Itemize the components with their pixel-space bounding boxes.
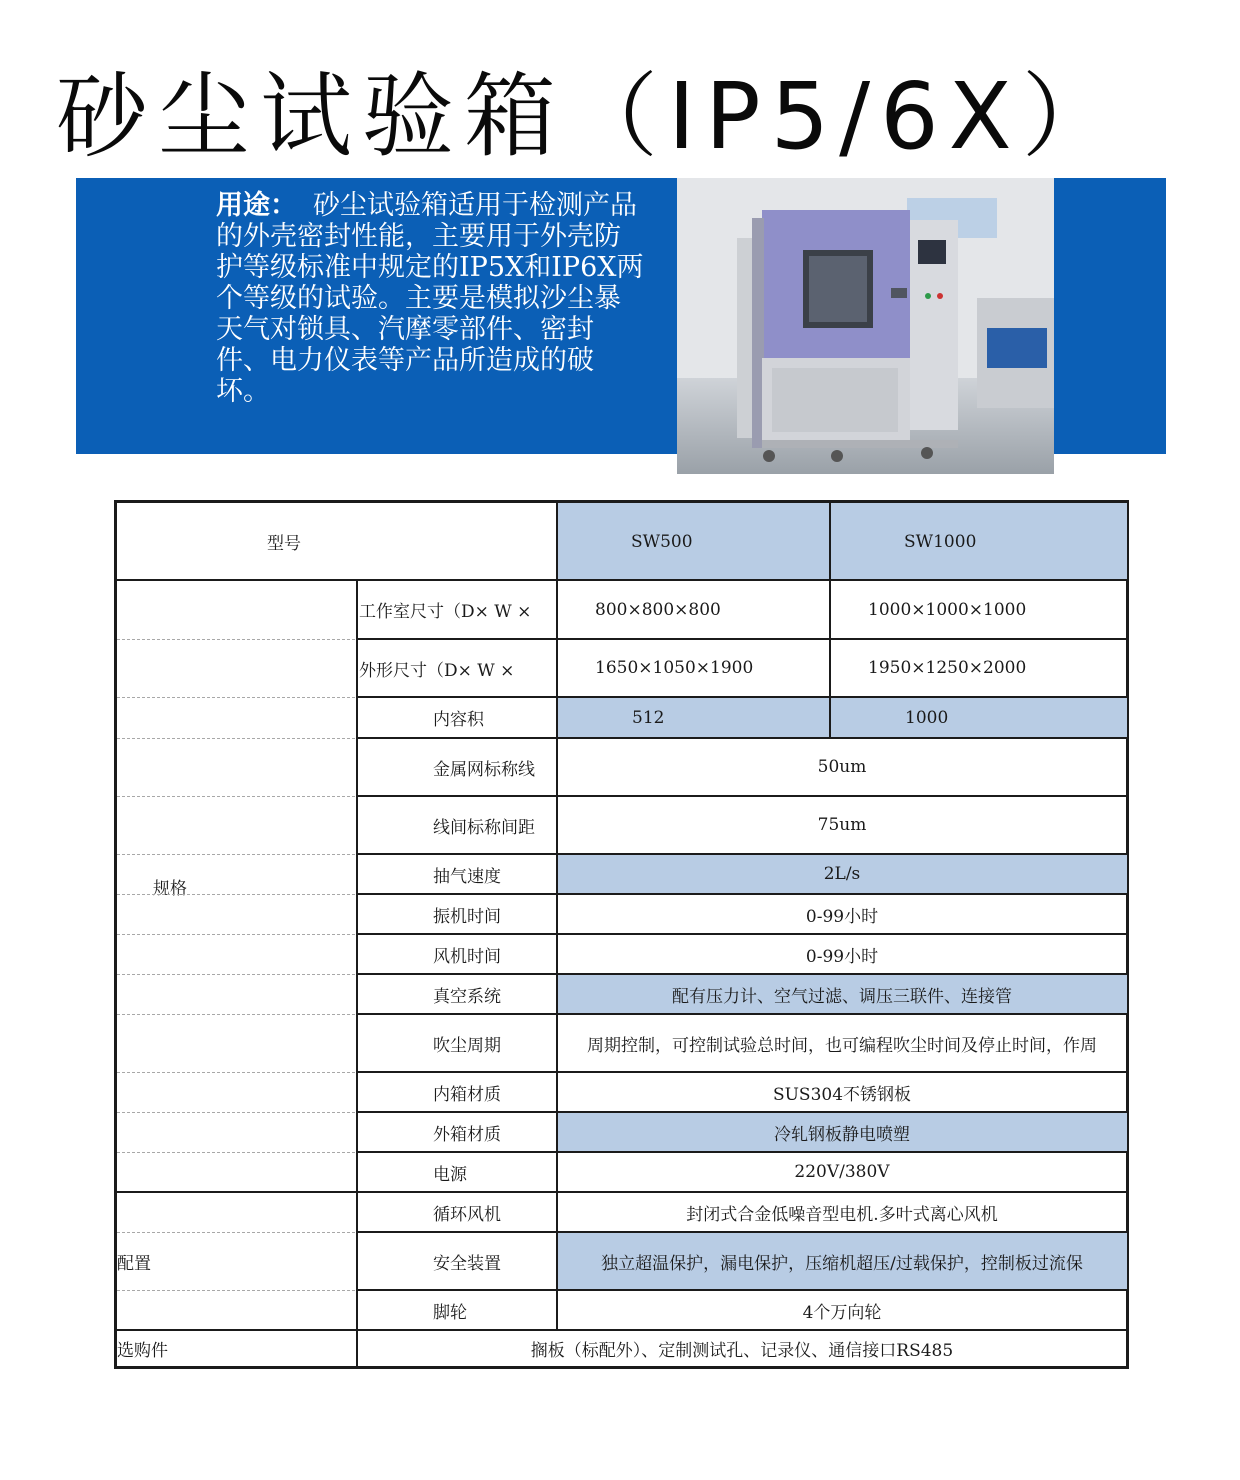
group-column-guide (117, 1152, 355, 1153)
spec-value: 0-99小时 (805, 906, 879, 927)
spec-label: 电源 (433, 1164, 467, 1185)
model-sw1000: SW1000 (904, 531, 977, 552)
table-rule (357, 893, 1127, 895)
group-spec: 规格 (153, 878, 187, 899)
spec-value: 220V/380V (794, 1162, 890, 1182)
spec-value: 75um (817, 815, 867, 835)
group-column-guide (117, 738, 355, 739)
table-rule (114, 1329, 1127, 1331)
table-rule (356, 580, 358, 1366)
group-config: 配置 (117, 1253, 151, 1274)
spec-label: 风机时间 (433, 946, 501, 967)
product-photo (677, 178, 1054, 474)
spec-label: 内容积 (433, 710, 484, 730)
table-rule (357, 1151, 1127, 1153)
group-column-guide (117, 974, 355, 975)
spec-value-sw1000: 1950×1250×2000 (868, 658, 1027, 678)
spec-label: 脚轮 (433, 1302, 467, 1323)
spec-value-sw500: 1650×1050×1900 (595, 658, 754, 678)
spec-label: 外箱材质 (433, 1124, 501, 1145)
model-sw500: SW500 (631, 531, 693, 552)
page-title: 砂尘试验箱（IP5/6X） (56, 63, 1124, 170)
spec-value: 独立超温保护，漏电保护，压缩机超压/过载保护，控制板过流保 (601, 1253, 1083, 1274)
spec-value: SUS304不锈钢板 (772, 1084, 912, 1105)
table-rule (357, 1013, 1127, 1015)
table-rule (357, 638, 1127, 640)
spec-label: 安全装置 (433, 1253, 501, 1274)
group-column-guide (117, 1014, 355, 1015)
group-column-guide (117, 639, 355, 640)
spec-value: 4个万向轮 (802, 1302, 882, 1323)
table-rule (357, 1111, 1127, 1113)
spec-label: 真空系统 (433, 986, 501, 1007)
group-column-guide (117, 894, 355, 895)
table-rule (357, 1071, 1127, 1073)
table-rule (357, 933, 1127, 935)
group-column-guide (117, 697, 355, 698)
table-rule (357, 973, 1127, 975)
table-rule (357, 853, 1127, 855)
spec-label: 内箱材质 (433, 1084, 501, 1105)
spec-value: 配有压力计、空气过滤、调压三联件、连接管 (672, 986, 1012, 1007)
spec-label: 振机时间 (433, 906, 501, 927)
table-rule (357, 696, 1127, 698)
table-rule (357, 1289, 1127, 1291)
spec-label: 线间标称间距 (433, 817, 535, 838)
spec-value-sw1000: 1000 (905, 707, 949, 728)
spec-label: 工作室尺寸（D× W × (359, 602, 532, 622)
spec-label: 金属网标称线 (433, 759, 535, 780)
usage-description (216, 190, 646, 407)
group-column-guide (117, 1232, 355, 1233)
table-rule (829, 503, 831, 738)
spec-label: 抽气速度 (433, 866, 501, 887)
spec-value: 封闭式合金低噪音型电机.多叶式离心风机 (686, 1204, 998, 1225)
header-model-label: 型号 (267, 534, 301, 554)
table-rule (114, 1191, 1127, 1193)
spec-label: 外形尺寸（D× W × (359, 660, 515, 681)
group-column-guide (117, 1290, 355, 1291)
table-rule (357, 795, 1127, 797)
usage-label: 用途： (216, 190, 297, 221)
table-rule (357, 737, 1127, 739)
table-rule (556, 503, 558, 1330)
table-rule (114, 579, 1127, 581)
spec-value-sw500: 512 (632, 707, 665, 728)
table-rule (357, 1231, 1127, 1233)
group-column-guide (117, 934, 355, 935)
group-column-guide (117, 1112, 355, 1113)
spec-value: 冷轧钢板静电喷塑 (774, 1124, 910, 1145)
spec-value-sw500: 800×800×800 (595, 599, 721, 620)
spec-value: 周期控制，可控制试验总时间，也可编程吹尘时间及停止时间，作周 (587, 1035, 1097, 1056)
group-column-guide (117, 1072, 355, 1073)
group-column-guide (117, 796, 355, 797)
spec-value: 50um (817, 757, 867, 777)
spec-value: 2L/s (823, 864, 861, 884)
spec-value: 0-99小时 (805, 946, 879, 967)
spec-value-sw1000: 1000×1000×1000 (868, 599, 1027, 620)
optional-value: 搁板（标配外）、定制测试孔、记录仪、通信接口RS485 (530, 1340, 954, 1361)
usage-text: 砂尘试验箱适用于检测产品的外壳密封性能，主要用于外壳防护等级标准中规定的IP5X和IP6X两个等级的试验。主要是模拟沙尘暴天气对锁具、汽摩零部件、密封件、电力仪表等产品所造成的破坏。 (216, 190, 644, 407)
group-column-guide (117, 854, 355, 855)
spec-label: 吹尘周期 (433, 1035, 501, 1056)
spec-label: 循环风机 (433, 1204, 501, 1225)
group-optional: 选购件 (117, 1340, 168, 1361)
